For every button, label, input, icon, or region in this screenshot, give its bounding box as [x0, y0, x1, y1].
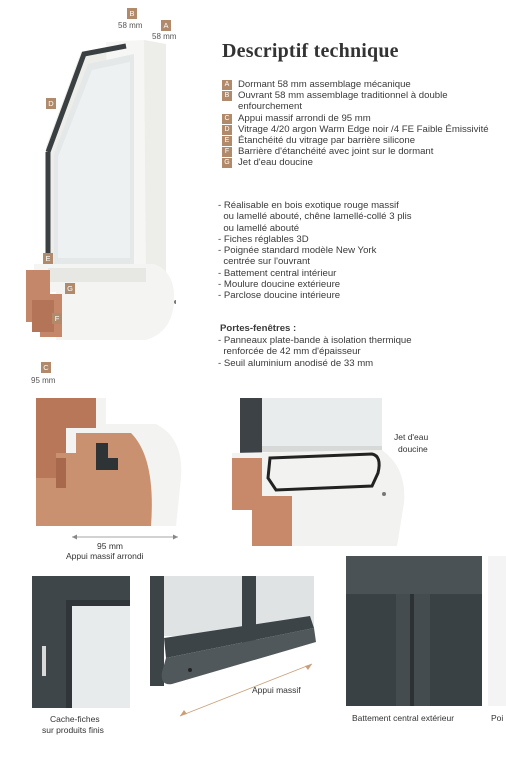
tag-e: E: [43, 253, 53, 264]
appui-dimension-label: 95 mm: [97, 541, 123, 551]
tag-f: F: [52, 313, 62, 324]
jet-eau-caption-line2: doucine: [398, 444, 428, 454]
legend-text: Jet d'eau doucine: [238, 157, 313, 169]
dimension-arrow-line: [70, 531, 180, 543]
features-list: [218, 200, 498, 302]
portes-fenetres-title: Portes-fenêtres :: [220, 323, 297, 334]
tag-b: B: [127, 8, 137, 19]
legend-text: Ouvrant 58 mm assemblage traditionnel à double enfourchement: [238, 90, 448, 113]
legend-item: [222, 113, 492, 124]
legend-item: [222, 90, 492, 112]
legend-text: Vitrage 4/20 argon Warm Edge noir /4 FE Faible Émissivité: [238, 123, 489, 135]
legend-tag: D: [222, 125, 232, 135]
dimension-c-label: 95 mm: [31, 376, 56, 385]
legend-tag: B: [222, 91, 232, 101]
legend-tag: G: [222, 158, 232, 168]
feature-line: - Parclose doucine intérieure: [218, 290, 341, 302]
cache-fiches-caption-line2: sur produits finis: [42, 725, 104, 735]
window-cutaway-illustration: [26, 32, 176, 342]
legend-item: [222, 124, 492, 135]
page-title: Descriptif technique: [222, 40, 399, 62]
cut-off-photo: [488, 556, 506, 706]
battement-caption: Battement central extérieur: [352, 713, 455, 723]
feature-line: - Fiches réglables 3D: [218, 233, 309, 245]
legend-tag: E: [222, 136, 232, 146]
legend-text: Dormant 58 mm assemblage mécanique: [238, 79, 411, 90]
portes-fenetres-list: [218, 335, 498, 369]
feature-line: ou lamellé abouté: [218, 222, 300, 234]
dimension-a-label: 58 mm: [152, 32, 177, 41]
feature-line: - Moulure doucine extérieure: [218, 279, 341, 291]
jet-eau-drawing: [232, 398, 412, 546]
battement-photo: [346, 556, 482, 706]
appui-massif-caption: Appui massif: [252, 685, 301, 695]
legend-text: Appui massif arrondi de 95 mm: [238, 112, 371, 124]
feature-line: - Réalisable en bois exotique rouge massif: [218, 200, 399, 211]
feature-line: ou lamellé abouté, chêne lamellé-collé 3 plis: [218, 211, 412, 223]
tag-g: G: [65, 283, 75, 294]
tag-c: C: [41, 362, 51, 373]
feature-line: centrée sur l'ouvrant: [218, 256, 310, 268]
feature-line: - Battement central intérieur: [218, 267, 337, 279]
jet-eau-photo: [232, 398, 412, 546]
appui-arrondi-photo: [36, 398, 186, 528]
cache-fiches-caption-line1: Cache-fiches: [50, 714, 100, 724]
feature-line: - Poignée standard modèle New York: [218, 245, 377, 257]
legend-list: [222, 79, 492, 169]
jet-eau-caption-line1: Jet d'eau: [394, 432, 429, 442]
legend-item: [222, 157, 492, 168]
window-cutaway-drawing: [26, 32, 176, 342]
legend-item: [222, 135, 492, 146]
legend-text: Étanchéité du vitrage par barrière silicone: [238, 135, 416, 147]
legend-tag: A: [222, 80, 232, 90]
appui-arrondi-drawing: [36, 398, 186, 528]
portes-fenetres-line: renforcée de 42 mm d'épaisseur: [218, 346, 361, 358]
appui-arrondi-caption: Appui massif arrondi: [66, 551, 144, 561]
battement-drawing: [346, 556, 482, 706]
tag-d: D: [46, 98, 56, 109]
portes-fenetres-line: - Seuil aluminium anodisé de 33 mm: [218, 357, 374, 369]
legend-item: [222, 79, 492, 90]
legend-text: Barrière d'étanchéité avec joint sur le dormant: [238, 146, 434, 158]
dimension-arrow: [70, 530, 180, 542]
tag-a: A: [161, 20, 171, 31]
legend-tag: C: [222, 114, 232, 124]
legend-item: [222, 146, 492, 157]
dimension-b-label: 58 mm: [118, 21, 143, 30]
cut-off-caption: Poi: [491, 713, 504, 723]
cache-fiches-photo: [32, 576, 130, 708]
cache-fiches-drawing: [32, 576, 130, 708]
legend-tag: F: [222, 147, 232, 157]
portes-fenetres-line: - Panneaux plate-bande à isolation thermique: [218, 335, 412, 346]
